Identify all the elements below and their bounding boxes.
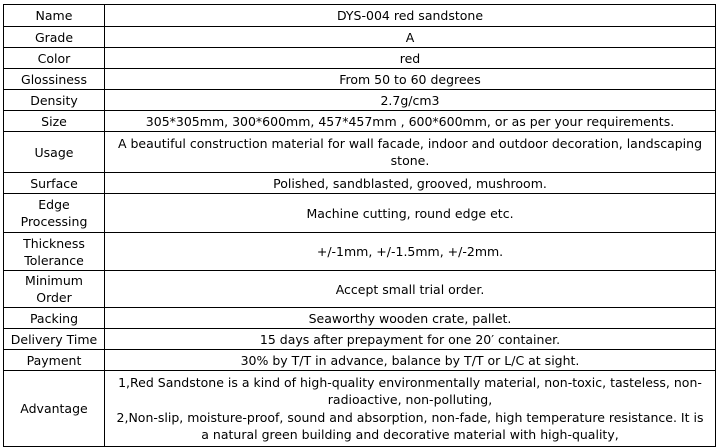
spec-value: 305*305mm, 300*600mm, 457*457mm , 600*600mm, or as per your requirements. [105, 111, 716, 132]
spec-value: 1,Red Sandstone is a kind of high-quality environmentally material, non-toxic, tasteless, non-radioactive, non-polluting, 2,Non-slip, moisture-proof, sound and absorption, non-fade, high temperature resistance. It is a natural green building and decorative material with high-quality, [105, 371, 716, 447]
spec-label: Density [4, 90, 105, 111]
spec-value: Accept small trial order. [105, 271, 716, 308]
spec-value: Polished, sandblasted, grooved, mushroom. [105, 173, 716, 194]
spec-row-packing [4, 308, 716, 329]
spec-row-color [4, 48, 716, 69]
spec-value: red [105, 48, 716, 69]
spec-value: 2.7g/cm3 [105, 90, 716, 111]
spec-label: Payment [4, 350, 105, 371]
spec-row-usage [4, 132, 716, 173]
spec-label: Packing [4, 308, 105, 329]
spec-row-delivery-time [4, 329, 716, 350]
spec-row-thickness-tolerance [4, 233, 716, 271]
spec-row-payment [4, 350, 716, 371]
spec-value: Seaworthy wooden crate, pallet. [105, 308, 716, 329]
spec-value: 15 days after prepayment for one 20′ container. [105, 329, 716, 350]
spec-row-advantage [4, 371, 716, 447]
spec-value: A [105, 27, 716, 48]
spec-label: Grade [4, 27, 105, 48]
spec-label: Size [4, 111, 105, 132]
spec-value: DYS-004 red sandstone [105, 5, 716, 27]
spec-row-surface [4, 173, 716, 194]
spec-row-minimum-order [4, 271, 716, 308]
spec-row-size [4, 111, 716, 132]
spec-label: Advantage [4, 371, 105, 447]
spec-label: Glossiness [4, 69, 105, 90]
spec-row-edge-processing [4, 194, 716, 233]
product-spec-table [3, 4, 716, 447]
spec-value: 30% by T/T in advance, balance by T/T or L/C at sight. [105, 350, 716, 371]
spec-row-glossiness [4, 69, 716, 90]
spec-label: Surface [4, 173, 105, 194]
spec-label: Delivery Time [4, 329, 105, 350]
spec-value: A beautiful construction material for wall facade, indoor and outdoor decoration, landscaping stone. [105, 132, 716, 173]
spec-label: Name [4, 5, 105, 27]
spec-value: +/-1mm, +/-1.5mm, +/-2mm. [105, 233, 716, 271]
spec-label: Usage [4, 132, 105, 173]
spec-label: Thickness Tolerance [4, 233, 105, 271]
spec-row-name [4, 5, 716, 27]
spec-value: From 50 to 60 degrees [105, 69, 716, 90]
spec-row-density [4, 90, 716, 111]
spec-value: Machine cutting, round edge etc. [105, 194, 716, 233]
spec-label: Color [4, 48, 105, 69]
spec-row-grade [4, 27, 716, 48]
spec-label: Edge Processing [4, 194, 105, 233]
spec-label: Minimum Order [4, 271, 105, 308]
